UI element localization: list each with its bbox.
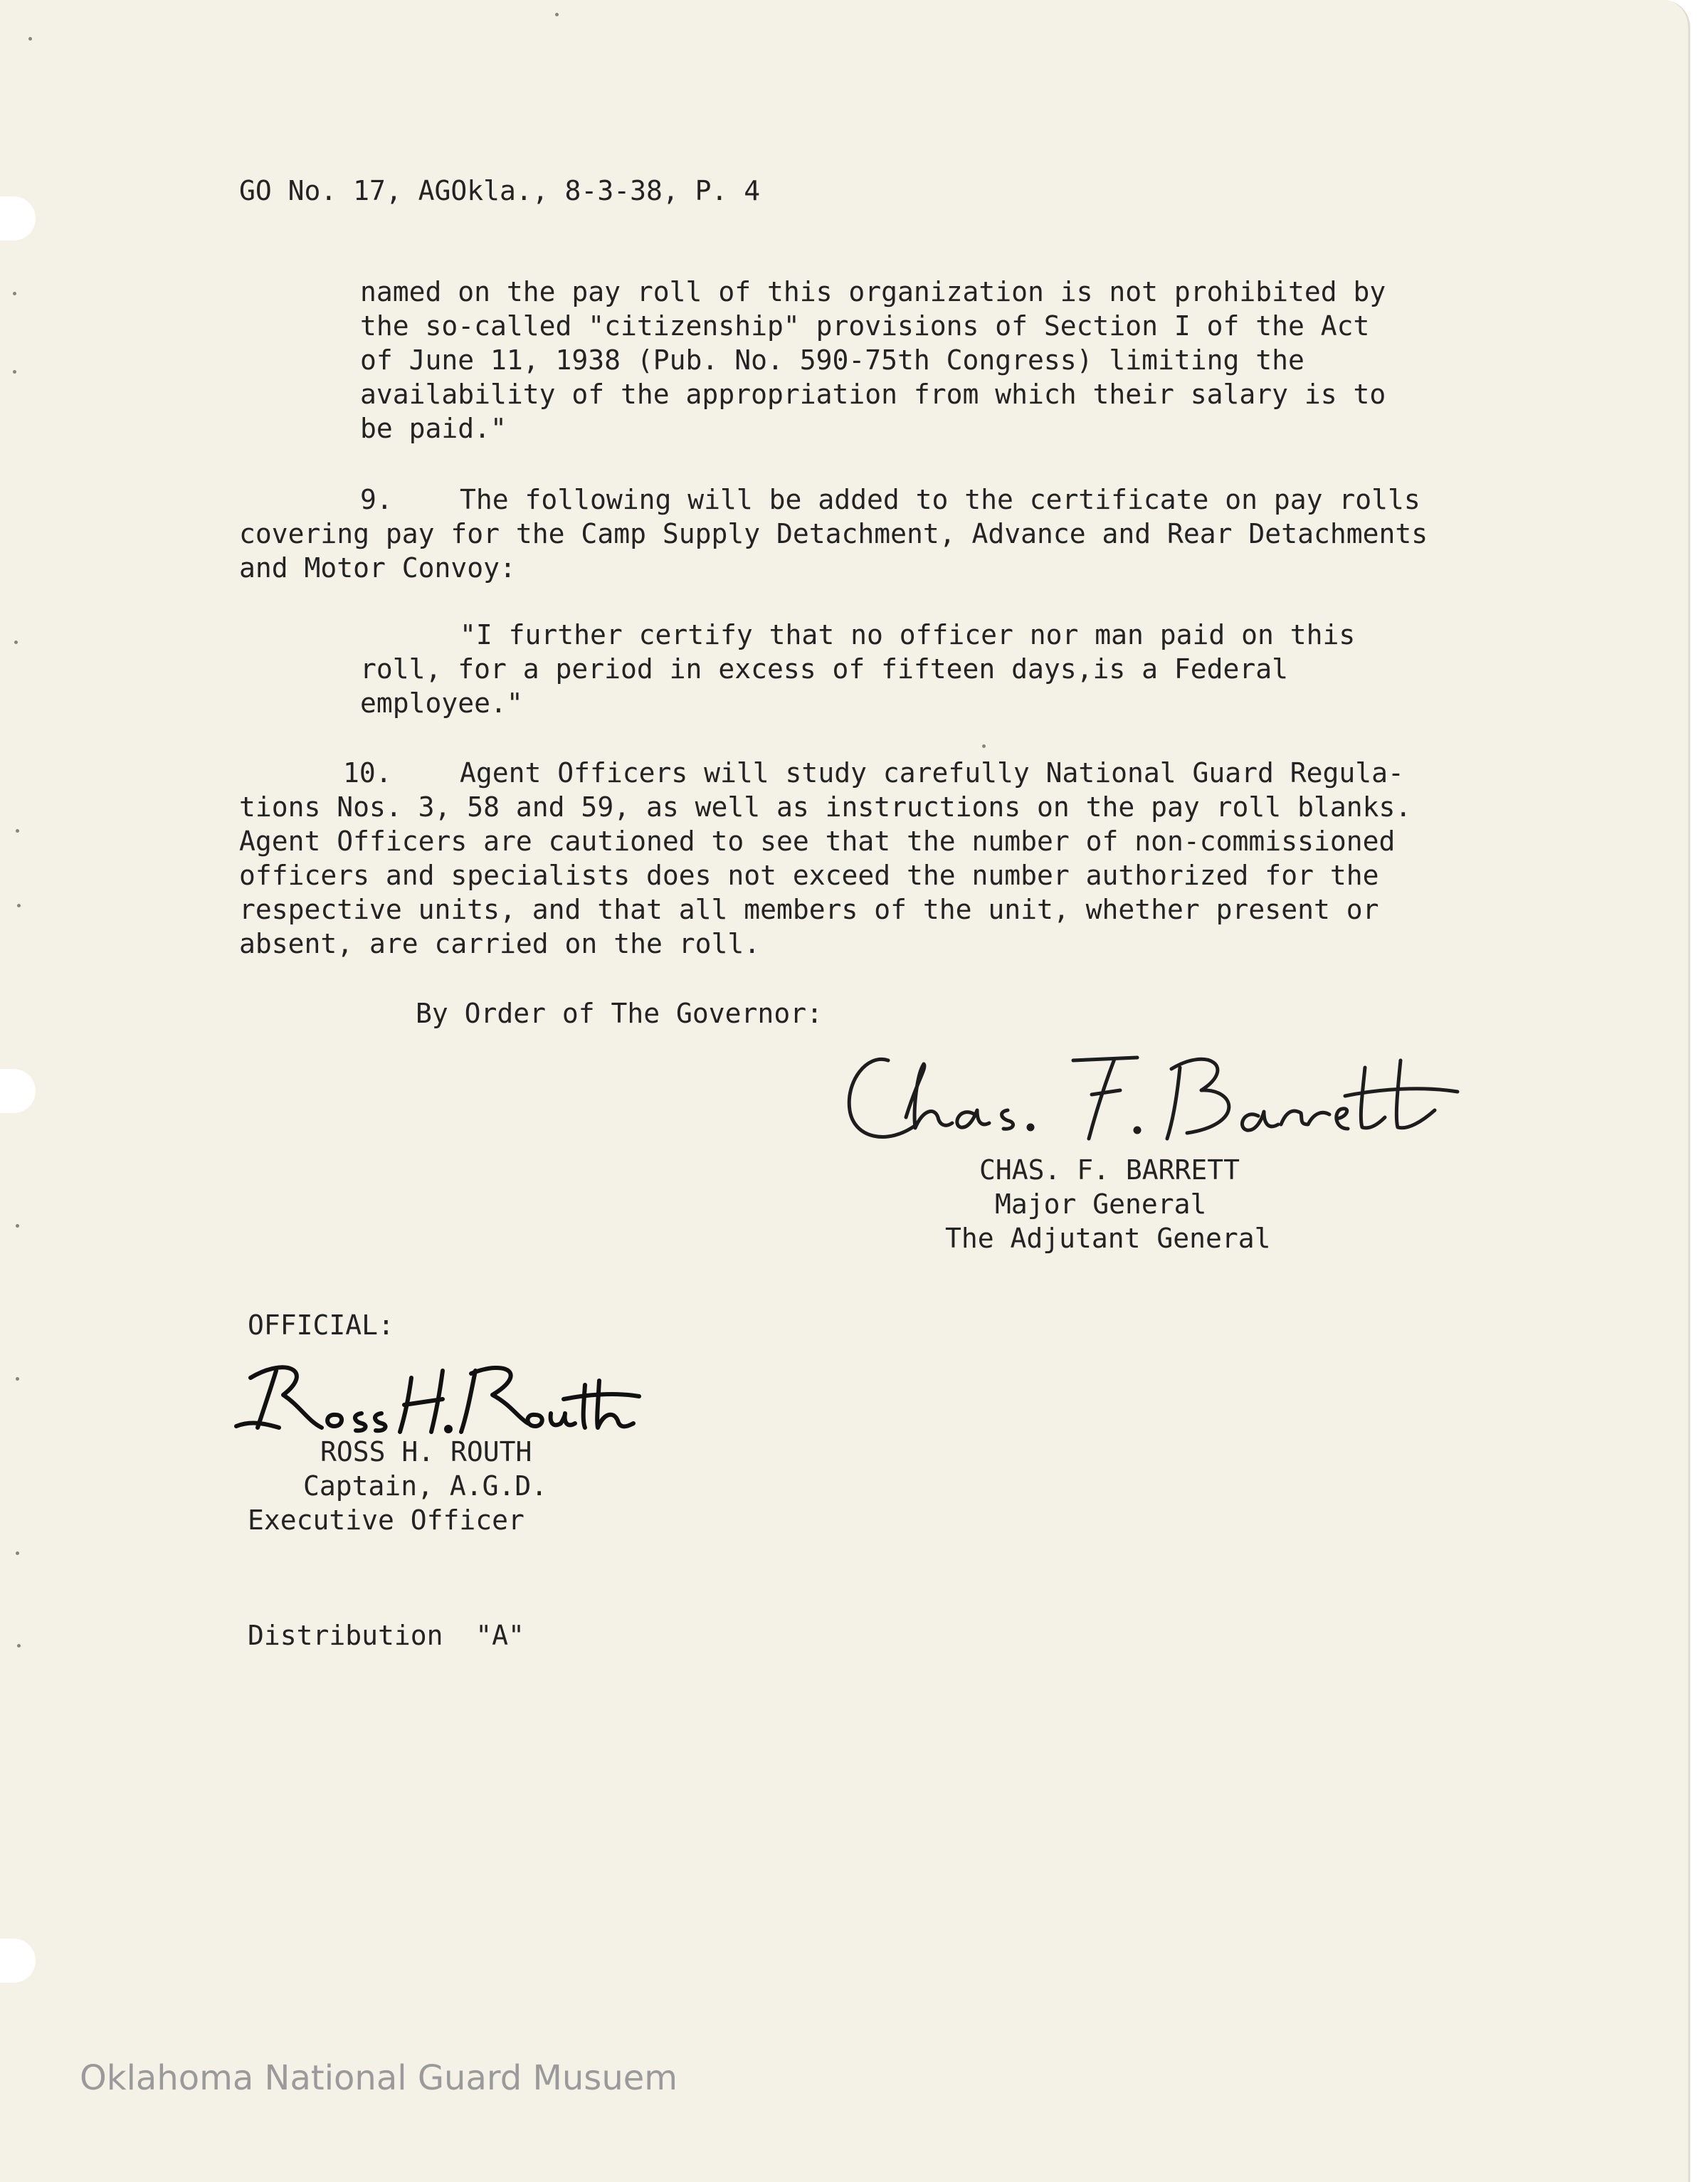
continuation-line: named on the pay roll of this organization is not prohibited by bbox=[360, 276, 1386, 307]
official-name: ROSS H. ROUTH bbox=[320, 1436, 532, 1467]
margin-speck bbox=[16, 829, 19, 833]
by-order-line: By Order of The Governor: bbox=[416, 998, 823, 1029]
continuation-line: be paid." bbox=[360, 413, 507, 444]
paragraph-number: 10. bbox=[343, 757, 392, 789]
margin-speck bbox=[555, 13, 559, 16]
signatory-title: The Adjutant General bbox=[945, 1223, 1271, 1254]
paragraph-line: tions Nos. 3, 58 and 59, as well as instructions on the pay roll blanks. bbox=[239, 791, 1412, 823]
margin-speck bbox=[982, 744, 986, 748]
punch-hole bbox=[0, 196, 36, 241]
margin-speck bbox=[28, 37, 32, 41]
paragraph-line: absent, are carried on the roll. bbox=[239, 928, 761, 959]
quote-line: roll, for a period in excess of fifteen days,is a Federal bbox=[360, 653, 1289, 685]
margin-speck bbox=[16, 1224, 19, 1228]
paragraph-line: respective units, and that all members of the unit, whether present or bbox=[239, 894, 1379, 925]
official-rank: Captain, A.G.D. bbox=[303, 1470, 548, 1502]
routh-signature bbox=[229, 1349, 642, 1442]
continuation-line: the so-called "citizenship" provisions of Section I of the Act bbox=[360, 310, 1370, 342]
distribution-line: Distribution "A" bbox=[248, 1620, 524, 1651]
paragraph-line: Agent Officers will study carefully National Guard Regula- bbox=[460, 757, 1404, 789]
barrett-signature bbox=[838, 1039, 1465, 1153]
margin-speck bbox=[17, 904, 21, 907]
paragraph-number: 9. bbox=[360, 484, 393, 515]
quote-line: "I further certify that no officer nor man paid on this bbox=[460, 619, 1356, 650]
paragraph-line: covering pay for the Camp Supply Detachment, Advance and Rear Detachments bbox=[239, 518, 1428, 549]
document-header: GO No. 17, AGOkla., 8-3-38, P. 4 bbox=[239, 175, 761, 206]
margin-speck bbox=[17, 1644, 21, 1648]
margin-speck bbox=[13, 370, 16, 374]
punch-hole bbox=[0, 1069, 36, 1113]
continuation-line: of June 11, 1938 (Pub. No. 590-75th Congress) limiting the bbox=[360, 344, 1304, 376]
paragraph-line: and Motor Convoy: bbox=[239, 552, 516, 584]
scan-margin bbox=[1690, 0, 1708, 2182]
paragraph-line: officers and specialists does not exceed the number authorized for the bbox=[239, 860, 1379, 891]
margin-speck bbox=[16, 1377, 19, 1381]
continuation-line: availability of the appropriation from which their salary is to bbox=[360, 379, 1386, 410]
margin-speck bbox=[13, 292, 16, 295]
official-title: Executive Officer bbox=[248, 1504, 524, 1536]
margin-speck bbox=[16, 1551, 19, 1555]
paragraph-line: Agent Officers are cautioned to see that the number of non-commissioned bbox=[239, 826, 1396, 857]
signatory-name: CHAS. F. BARRETT bbox=[979, 1154, 1240, 1186]
museum-watermark: Oklahoma National Guard Musuem bbox=[80, 2058, 678, 2098]
margin-speck bbox=[14, 641, 18, 644]
official-label: OFFICIAL: bbox=[248, 1309, 394, 1341]
quote-line: employee." bbox=[360, 687, 523, 719]
punch-hole bbox=[0, 1939, 36, 1983]
signatory-rank: Major General bbox=[995, 1188, 1207, 1220]
paragraph-line: The following will be added to the certificate on pay rolls bbox=[460, 484, 1420, 515]
